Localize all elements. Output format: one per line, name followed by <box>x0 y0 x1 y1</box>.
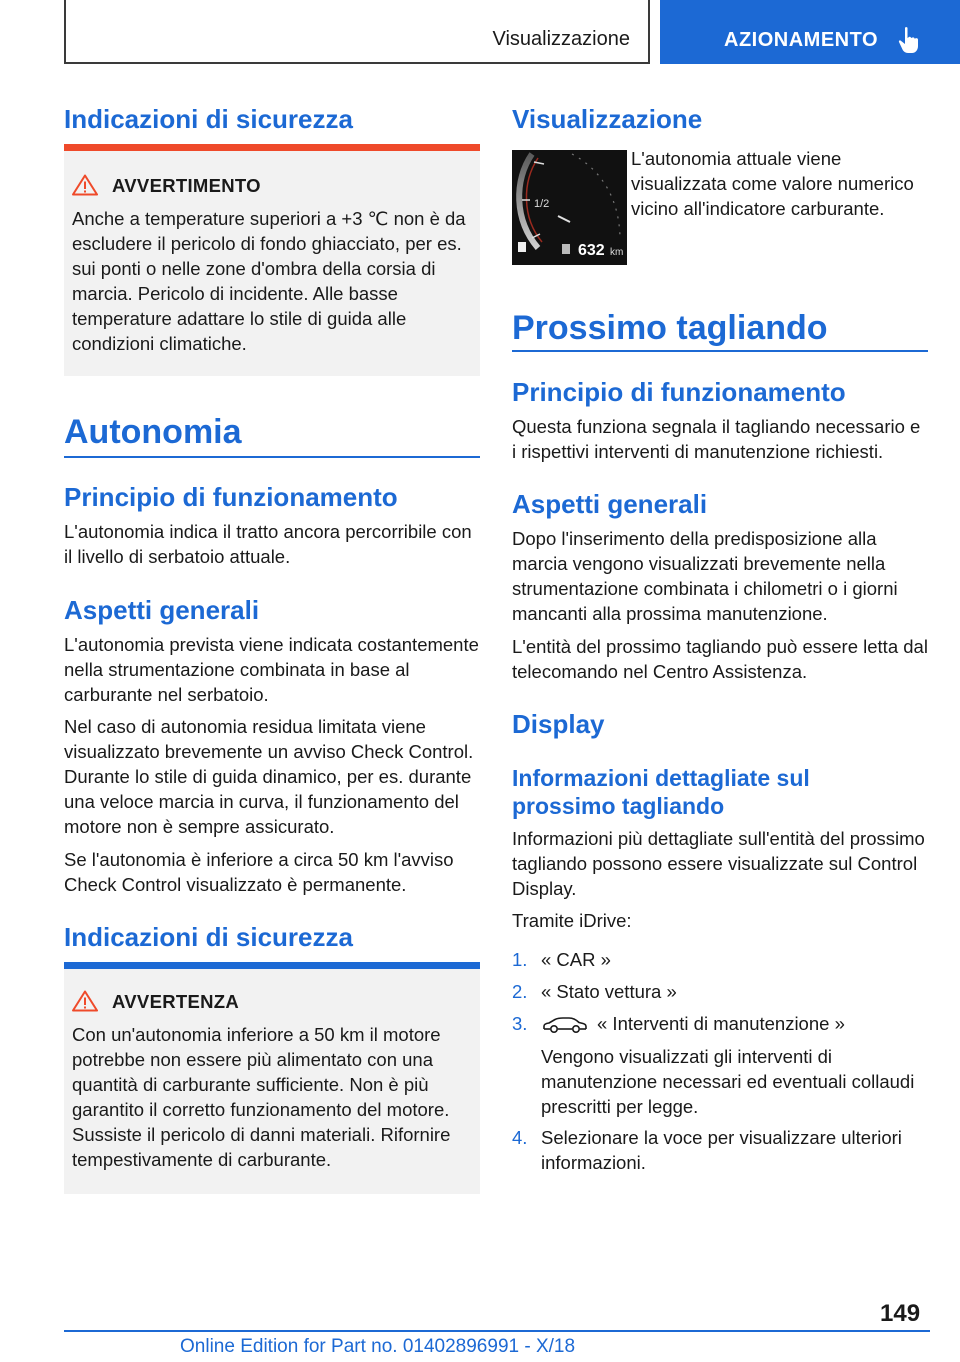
heading-principio: Principio di funzionamento <box>64 482 398 512</box>
list-number: 1. <box>512 949 528 970</box>
paragraph: Dopo l'inserimento della predisposizione alla marcia vengono visualizzati brevemente nella strumentazione combinata i chilometri o i giorni mancanti alla prossima manutenzione. <box>512 528 898 624</box>
list-number: 4. <box>512 1127 528 1148</box>
menu-path-stato-vettura[interactable]: « Stato vettura » <box>541 981 677 1002</box>
car-service-icon <box>541 1016 589 1034</box>
fuel-gauge-image <box>512 150 627 265</box>
warning-title: AVVERTIMENTO <box>112 175 261 196</box>
heading-prossimo-tagliando: Prossimo tagliando <box>512 309 828 347</box>
paragraph: L'autonomia prevista viene indicata costantemente nella strumentazione combinata in base al carburante nel serbatoio. <box>64 634 479 705</box>
menu-path-car[interactable]: « CAR » <box>541 949 611 970</box>
header-chapter-tab[interactable] <box>660 0 960 64</box>
list-number: 3. <box>512 1013 528 1034</box>
warning-triangle-icon <box>72 174 98 196</box>
list-body <box>541 1011 928 1036</box>
heading-principio: Principio di funzionamento <box>512 377 846 407</box>
paragraph: L'autonomia indica il tratto ancora percorribile con il livello di serbatoio attuale. <box>64 521 472 567</box>
menu-path-interventi[interactable]: « Interventi di manutenzione » <box>597 1013 845 1034</box>
header-section-title: Visualizzazione <box>492 28 630 50</box>
list-number: 2. <box>512 981 528 1002</box>
paragraph: Informazioni più dettagliate sull'entità del prossimo tagliando possono essere visualizzate sul Control Display. <box>512 828 925 899</box>
gauge-range-unit: km <box>610 247 624 258</box>
paragraph: Tramite iDrive: <box>512 910 632 931</box>
footer-edition-link[interactable]: Online Edition for Part no. 01402896991 - X/18 <box>180 1336 576 1357</box>
paragraph: L'entità del prossimo tagliando può essere letta dal telecomando nel Centro Assistenza. <box>512 636 928 682</box>
heading-rule <box>64 456 480 458</box>
heading-autonomia: Autonomia <box>64 413 242 451</box>
paragraph: Nel caso di autonomia residua limitata viene visualizzato brevemente un avviso Check Control. Durante lo stile di guida dinamico, per es. durante una veloce marcia in curva, il funzionamento del motore non è sempre assicurato. <box>64 716 474 837</box>
warning-box-1 <box>64 144 480 376</box>
warning-triangle-icon <box>72 990 98 1012</box>
warning-box-2 <box>64 962 480 1194</box>
header-chapter-label: AZIONAMENTO <box>724 29 879 51</box>
warning-bar <box>64 962 480 969</box>
heading-aspetti: Aspetti generali <box>64 595 260 625</box>
heading-display: Display <box>512 709 605 739</box>
heading-safety-1: Indicazioni di sicurezza <box>64 104 353 134</box>
footer-rule <box>64 1330 930 1332</box>
hand-pointer-icon <box>898 26 920 54</box>
warning-text: Anche a temperature superiori a +3 ℃ non è da escludere il pericolo di fondo ghiacciato, per es. sui ponti o nelle zone d'ombra della corsia di marcia. Pericolo di incidente. Alle basse temperature adattare lo stile di guida alle condizioni climatiche. <box>72 208 466 354</box>
header-section-box <box>64 0 650 64</box>
paragraph: L'autonomia attuale viene visualizzata come valore numerico vicino all'indicatore carburante. <box>631 148 914 219</box>
heading-aspetti: Aspetti generali <box>512 489 708 519</box>
paragraph: Questa funziona segnala il tagliando necessario e i rispettivi interventi di manutenzione richiesti. <box>512 416 921 462</box>
warning-bar <box>64 144 480 151</box>
warning-text: Con un'autonomia inferiore a 50 km il motore potrebbe non essere più alimentato con una quantità di carburante sufficiente. Non è più garantito il corretto funzionamento del motore. Sussiste il pericolo di danni materiali. Rifornire tempestivamente di carburante. <box>72 1024 451 1170</box>
warning-title: AVVERTENZA <box>112 991 240 1012</box>
list-body: Selezionare la voce per visualizzare ulteriori informazioni. <box>541 1127 902 1173</box>
heading-info-dettagliate: Informazioni dettagliate sul prossimo tagliando <box>512 765 810 819</box>
list-item-description: Vengono visualizzati gli interventi di manutenzione necessari ed eventuali collaudi prescritti per legge. <box>541 1046 915 1117</box>
gauge-half-label: 1/2 <box>534 198 550 210</box>
paragraph: Se l'autonomia è inferiore a circa 50 km l'avviso Check Control visualizzato è permanente. <box>64 849 454 895</box>
gauge-range-value: 632 <box>578 242 605 259</box>
page-number: 149 <box>880 1300 921 1327</box>
heading-visualizzazione: Visualizzazione <box>512 104 703 134</box>
heading-rule <box>512 350 928 352</box>
heading-safety-2: Indicazioni di sicurezza <box>64 922 353 952</box>
